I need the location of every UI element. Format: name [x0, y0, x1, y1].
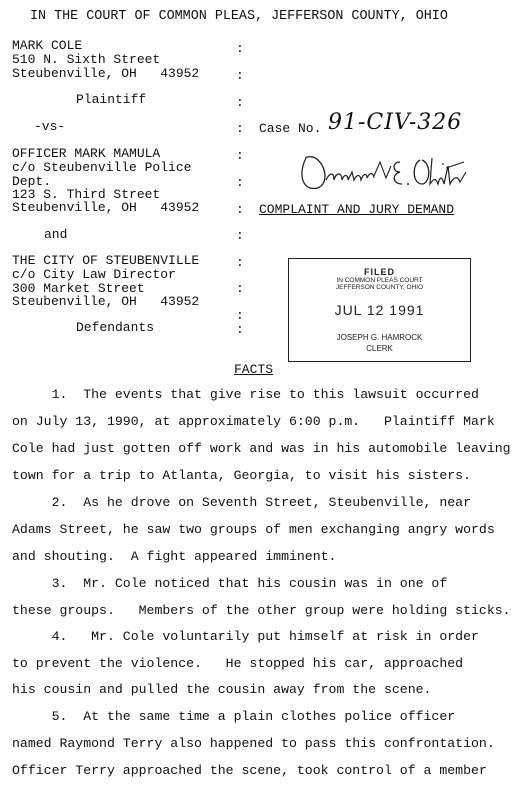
paragraph-line: Officer Terry approached the scene, took control of a member: [12, 763, 487, 778]
caption-colon: :: [236, 175, 244, 190]
stamp-clerk-name: JOSEPH G. HAMROCK: [336, 333, 423, 342]
stamp-filed: FILED: [364, 267, 395, 277]
caption-colon: :: [236, 202, 244, 217]
filed-stamp: [288, 258, 471, 362]
defendant1-line4: 123 S. Third Street: [12, 187, 161, 202]
stamp-county: JEFFERSON COUNTY, OHIO: [335, 284, 424, 291]
plaintiff-name: MARK COLE: [12, 38, 83, 53]
defendant1-line3: Dept.: [12, 174, 52, 189]
paragraph-line: and shouting. A fight appeared imminent.: [12, 549, 337, 564]
caption-colon: :: [236, 255, 244, 270]
paragraph-line: Cole had just gotten off work and was in his automobile leaving: [12, 441, 511, 456]
case-number-label: Case No.: [259, 121, 322, 136]
defendant1-name: OFFICER MARK MAMULA: [12, 146, 161, 161]
defendant1-line5: Steubenville, OH 43952: [12, 200, 200, 215]
judge-signature: [296, 150, 480, 196]
stamp-clerk-title: CLERK: [366, 344, 393, 353]
paragraph-line: 2. As he drove on Seventh Street, Steubenville, near: [12, 495, 471, 510]
paragraph-line: 4. Mr. Cole voluntarily put himself at risk in order: [12, 629, 479, 644]
plaintiff-address1: 510 N. Sixth Street: [12, 52, 161, 67]
paragraph-line: on July 13, 1990, at approximately 6:00 p.m. Plaintiff Mark: [12, 414, 495, 429]
plaintiff-address2: Steubenville, OH 43952: [12, 66, 200, 81]
defendants-label: Defendants: [76, 320, 155, 335]
court-title: IN THE COURT OF COMMON PLEAS, JEFFERSON COUNTY, OHIO: [30, 9, 448, 24]
paragraph-line: town for a trip to Atlanta, Georgia, to visit his sisters.: [12, 468, 471, 483]
caption-colon: :: [236, 228, 244, 243]
paragraph-line: 3. Mr. Cole noticed that his cousin was in one of: [12, 576, 448, 591]
caption-colon: :: [236, 322, 244, 337]
paragraph-line: these groups. Members of the other group were holding sticks.: [12, 603, 511, 618]
defendant2-name: THE CITY OF STEUBENVILLE: [12, 253, 200, 268]
stamp-date: JUL 12 1991: [334, 302, 425, 318]
and-label: and: [44, 227, 68, 242]
paragraph-line: his cousin and pulled the cousin away from the scene.: [12, 682, 432, 697]
caption-colon: :: [236, 68, 244, 83]
defendant2-line4: Steubenville, OH 43952: [12, 294, 200, 309]
paragraph-line: to prevent the violence. He stopped his car, approached: [12, 656, 464, 671]
facts-heading: FACTS: [234, 362, 274, 377]
plaintiff-label: Plaintiff: [76, 92, 147, 107]
caption-colon: :: [236, 95, 244, 110]
paragraph-line: 1. The events that give rise to this lawsuit occurred: [12, 387, 479, 402]
caption-colon: :: [236, 41, 244, 56]
caption-colon: :: [236, 121, 244, 136]
case-number-handwritten: 91-CIV-326: [328, 110, 463, 135]
paragraph-line: Adams Street, he saw two groups of men exchanging angry words: [12, 522, 495, 537]
stamp-court: IN COMMON PLEAS COURT: [336, 277, 423, 284]
caption-colon: :: [236, 308, 244, 323]
complaint-title: COMPLAINT AND JURY DEMAND: [259, 202, 455, 217]
versus-label: -vs-: [34, 119, 66, 134]
defendant1-line2: c/o Steubenville Police: [12, 160, 192, 175]
paragraph-line: 5. At the same time a plain clothes police officer: [12, 709, 456, 724]
caption-colon: :: [236, 281, 244, 296]
defendant2-line2: c/o City Law Director: [12, 267, 176, 282]
paragraph-line: named Raymond Terry also happened to pass this confrontation.: [12, 736, 495, 751]
defendant2-line3: 300 Market Street: [12, 281, 145, 296]
caption-colon: :: [236, 148, 244, 163]
